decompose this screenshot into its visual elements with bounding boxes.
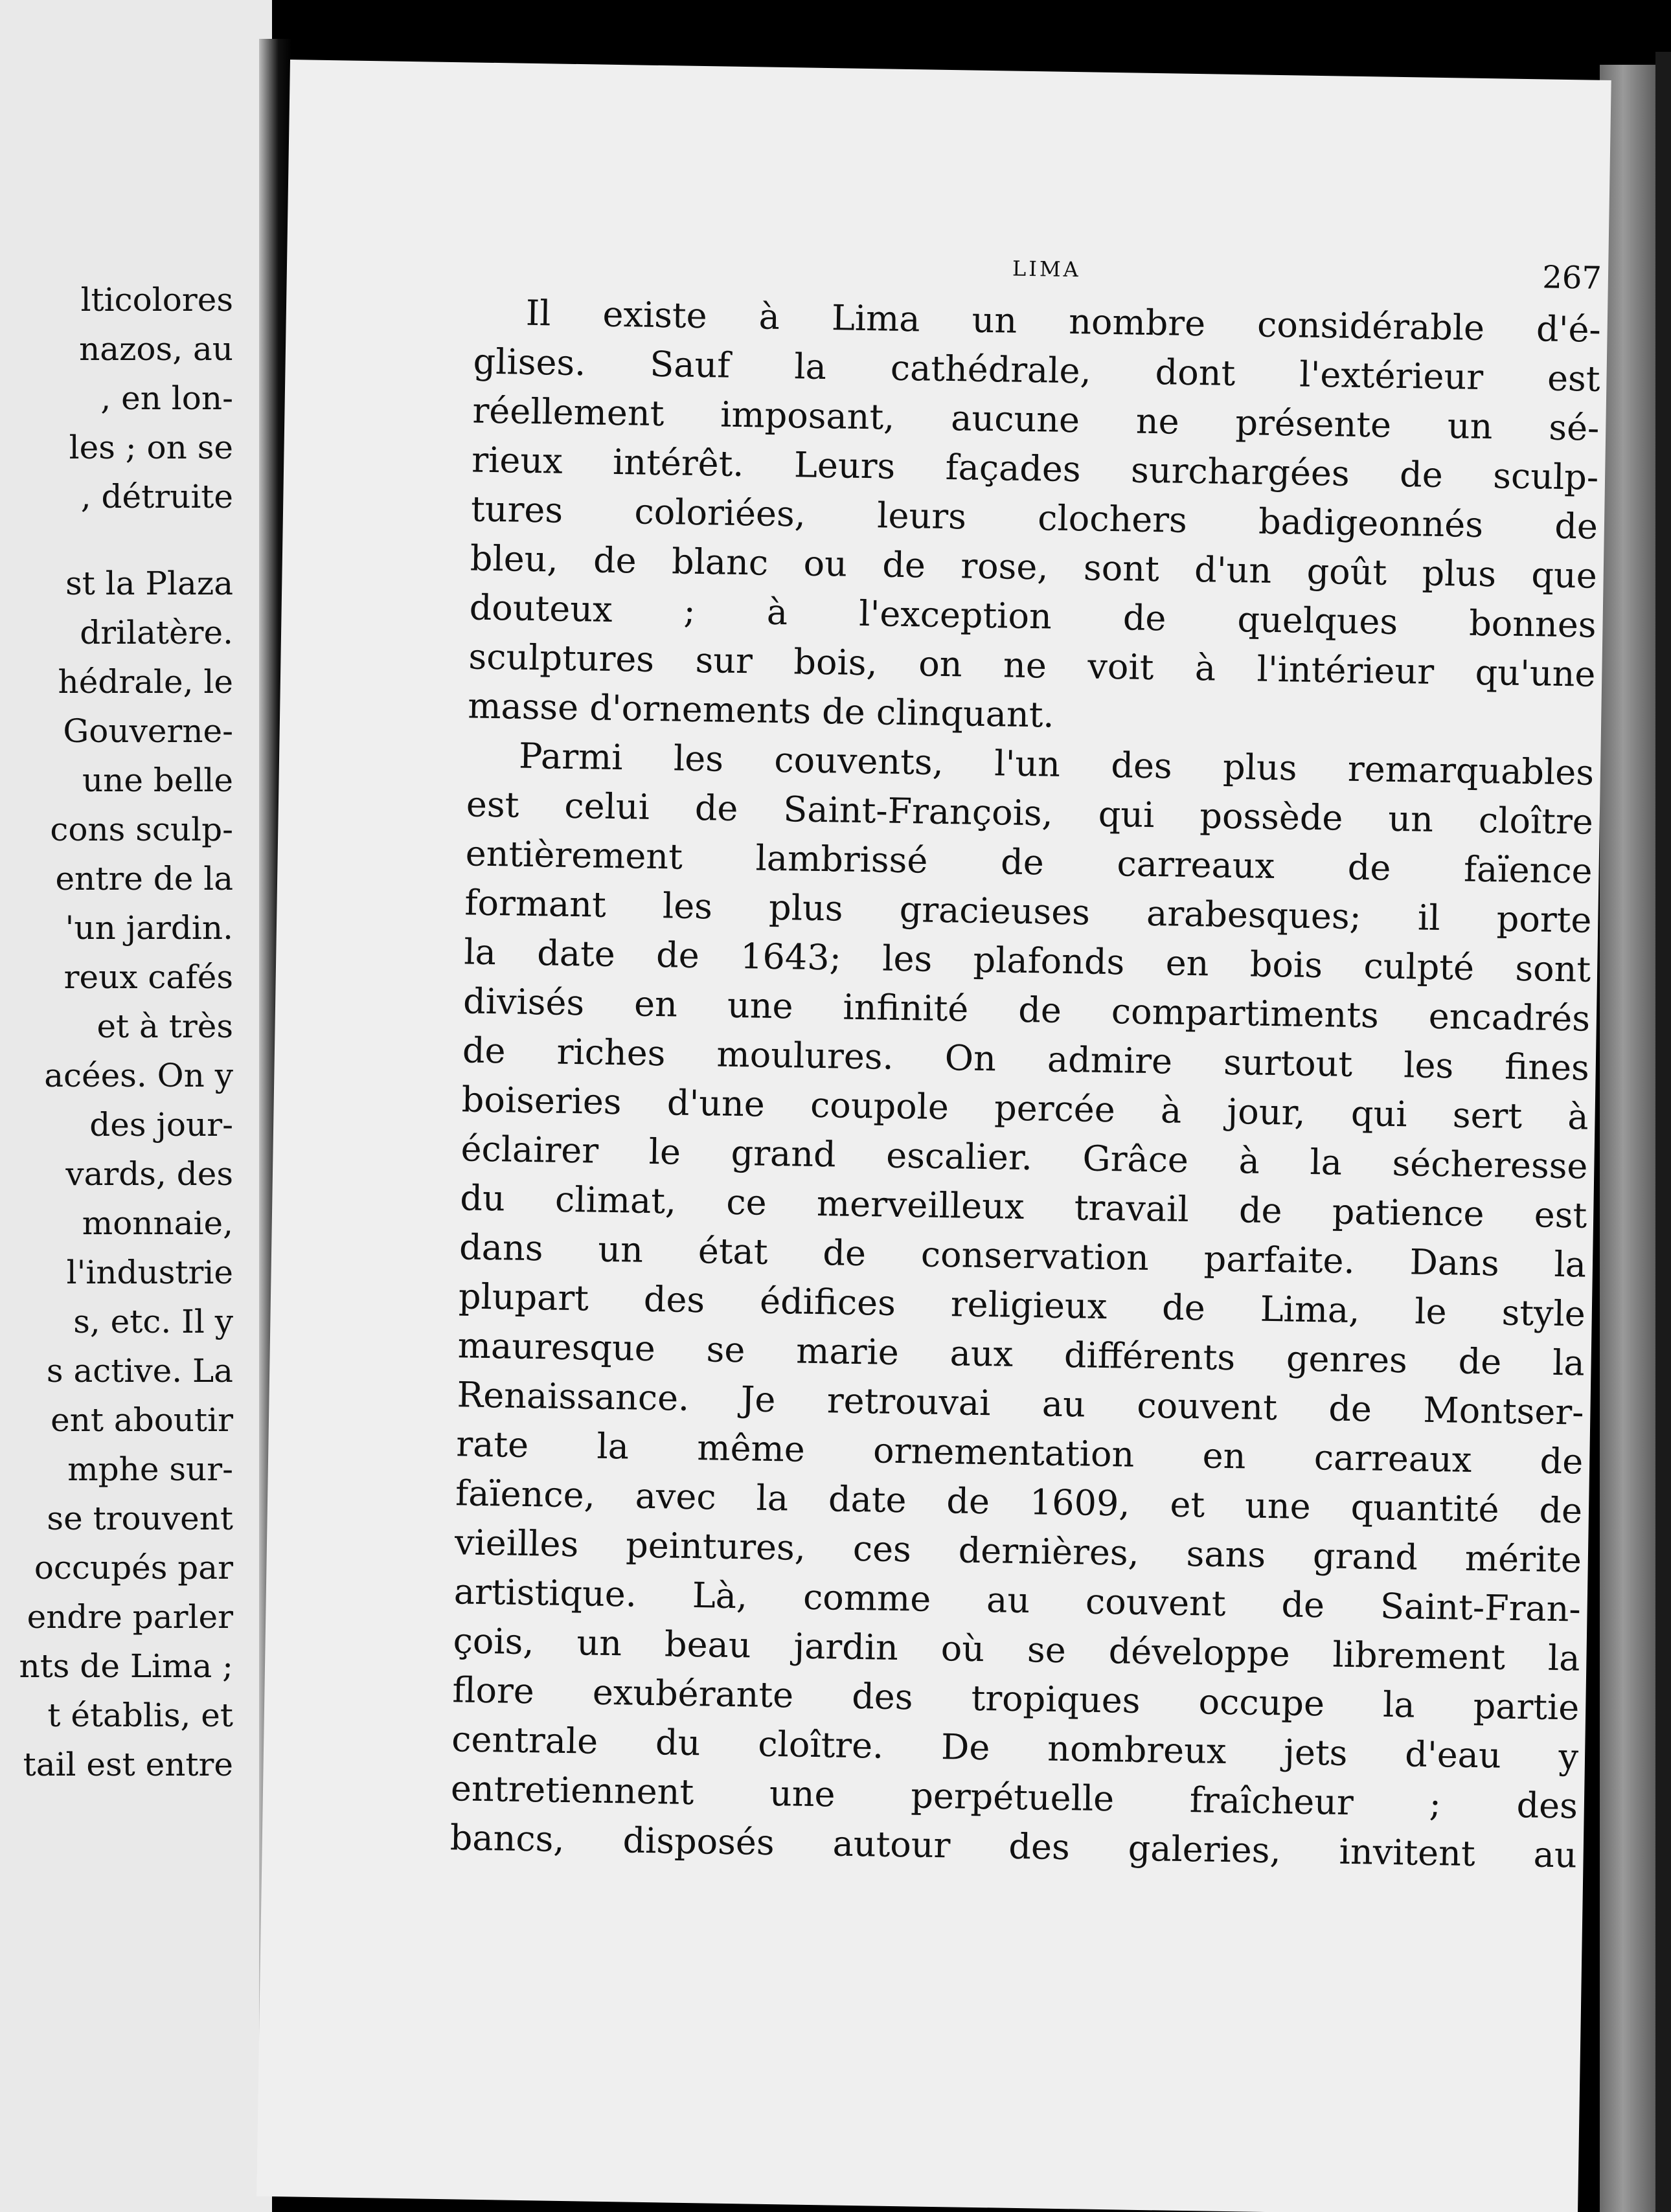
left-line: Gouverne- [63, 712, 233, 750]
text-line: artistique. Là, comme au couvent de Saint-Fran- [453, 1571, 1582, 1630]
text-line: dans un état de conservation parfaite. Dans la [459, 1226, 1587, 1285]
left-line: se trouvent [47, 1500, 233, 1537]
left-line: monnaie, [82, 1204, 233, 1242]
left-line: st la Plaza [65, 565, 233, 602]
text-line: douteux ; à l'exception de quelques bonnes [469, 587, 1597, 646]
text-line: boiseries d'une coupole percée à jour, qui sert à [461, 1079, 1589, 1138]
left-page-text [0, 275, 233, 1789]
left-line: drilatère. [80, 614, 233, 651]
page-number: 267 [1541, 259, 1602, 297]
text-line: plupart des édifices religieux de Lima, le style [458, 1276, 1586, 1335]
left-line: , en lon- [100, 379, 233, 417]
text-line: tures coloriées, leurs clochers badigeonnés de [470, 488, 1598, 547]
text-line: de riches moulures. On admire surtout les fines [462, 1030, 1590, 1089]
text-line: mauresque se marie aux différents genres de la [457, 1325, 1586, 1384]
left-line: t établis, et [47, 1697, 233, 1734]
text-line: centrale du cloître. De nombreux jets d'eau y [451, 1719, 1579, 1778]
left-line: entre de la [55, 860, 233, 897]
left-line: acées. On y [44, 1057, 233, 1094]
text-line: rate la même ornementation en carreaux de [455, 1423, 1584, 1482]
left-page [0, 0, 272, 2212]
text-line: entièrement lambrissé de carreaux de faïence [465, 833, 1593, 892]
left-line: s, etc. Il y [73, 1303, 233, 1340]
text-line: Il existe à Lima un nombre considérable d'é- [525, 292, 1602, 350]
left-line: les ; on se [69, 429, 233, 466]
left-line: nts de Lima ; [19, 1647, 233, 1685]
text-line: glises. Sauf la cathédrale, dont l'extérieur est [473, 341, 1600, 400]
left-line: mphe sur- [67, 1450, 233, 1488]
left-line: 'un jardin. [65, 909, 233, 947]
left-line: reux cafés [63, 958, 233, 996]
text-line: éclairer le grand escalier. Grâce à la sécheresse [460, 1128, 1588, 1187]
text-line: bancs, disposés autour des galeries, invitent au [449, 1817, 1578, 1876]
text-line: flore exubérante des tropiques occupe la partie [451, 1669, 1580, 1728]
text-line: rieux intérêt. Leurs façades surchargées de sculp- [471, 439, 1599, 498]
text-line: la date de 1643; les plafonds en bois culpté sont [463, 931, 1591, 990]
text-line: divisés en une infinité de compartiments encadrés [462, 980, 1591, 1039]
left-line: vards, des [65, 1155, 233, 1193]
text-line: formant les plus gracieuses arabesques; il porte [464, 882, 1592, 941]
text-line: sculptures sur bois, on ne voit à l'intérieur qu'une [468, 636, 1596, 695]
text-line: réellement imposant, aucune ne présente un sé- [472, 390, 1600, 449]
text-line: Renaissance. Je retrouvai au couvent de Montser- [457, 1374, 1584, 1433]
left-line: nazos, au [79, 330, 233, 368]
left-line: tail est entre [23, 1746, 233, 1783]
right-page [256, 60, 1611, 2212]
text-line: çois, un beau jardin où se développe librement la [453, 1620, 1580, 1679]
left-line: endre parler [27, 1598, 233, 1636]
left-line: une belle [82, 762, 233, 799]
text-line: est celui de Saint-François, qui possède un cloître [466, 784, 1594, 842]
left-line: hédrale, le [58, 663, 233, 701]
text-line: bleu, de blanc ou de rose, sont d'un goût plus que [470, 537, 1598, 596]
left-paragraph-gap [0, 521, 233, 559]
left-line: ent aboutir [51, 1401, 233, 1439]
left-line: des jour- [89, 1106, 233, 1144]
left-line: , détruite [80, 478, 233, 515]
left-line: occupés par [34, 1549, 233, 1586]
left-line: cons sculp- [50, 811, 233, 848]
running-title: LIMA [1012, 256, 1082, 282]
page-stack-edge [1600, 65, 1658, 2212]
left-line: s active. La [46, 1352, 233, 1390]
text-line: masse d'ornements de clinquant. [467, 685, 1055, 736]
scan-border [1655, 52, 1671, 2212]
body-text [449, 288, 1601, 1880]
left-line: et à très [97, 1008, 233, 1045]
text-line: entretiennent une perpétuelle fraîcheur ; des [450, 1768, 1578, 1827]
text-line: Parmi les couvents, l'un des plus remarquables [518, 735, 1595, 793]
text-line: faïence, avec la date de 1609, et une quantité de [455, 1473, 1583, 1531]
left-line: lticolores [80, 281, 233, 319]
left-line: l'industrie [66, 1254, 233, 1291]
text-line: du climat, ce merveilleux travail de patience est [459, 1177, 1587, 1236]
text-line: vieilles peintures, ces dernières, sans grand mérite [454, 1522, 1582, 1581]
